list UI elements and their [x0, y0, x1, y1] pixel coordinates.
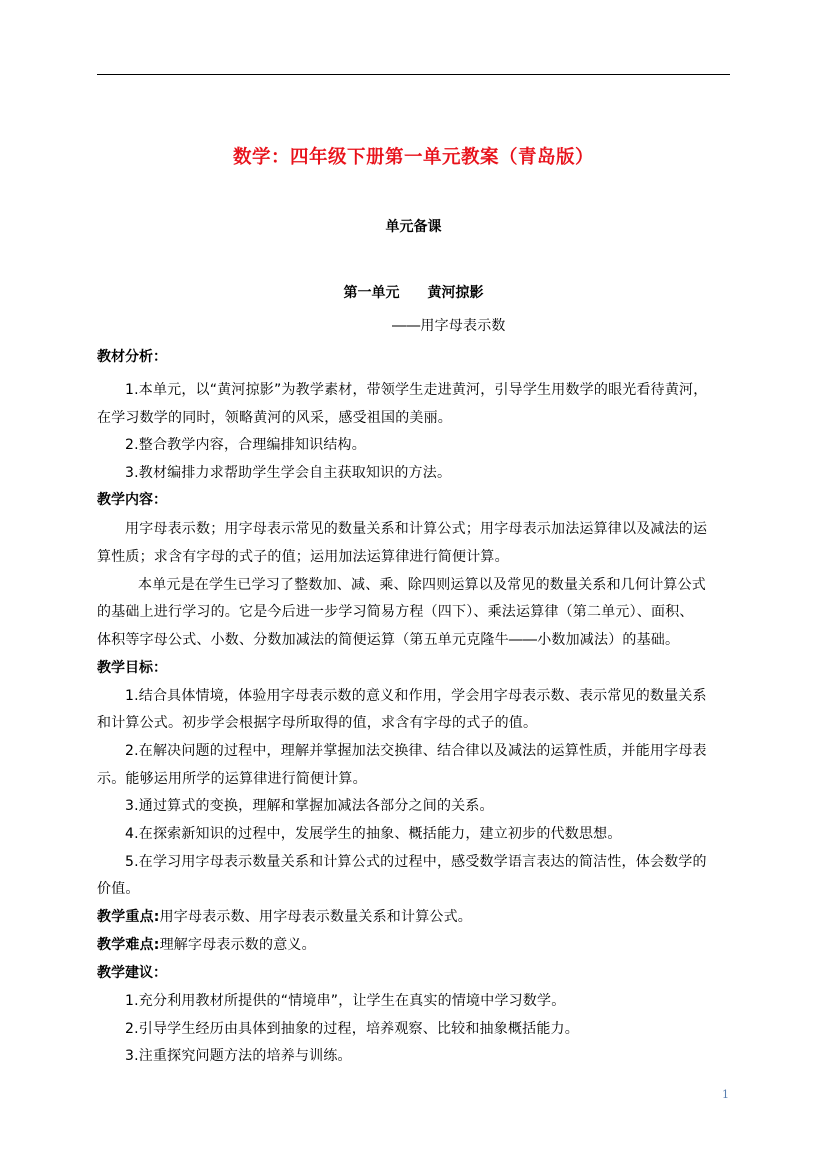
section-heading: 单元备课: [385, 219, 442, 235]
suggest-line: 3.注重探究问题方法的培养与训练。: [125, 1048, 352, 1064]
goal-line: 4.在探索新知识的过程中，发展学生的抽象、概括能力，建立初步的代数思想。: [125, 826, 622, 842]
unit-subtitle: ――用字母表示数: [392, 318, 506, 334]
suggest-line: 2.引导学生经历由具体到抽象的过程，培养观察、比较和抽象概括能力。: [125, 1021, 579, 1037]
key-point-label: 教学重点:: [97, 909, 160, 925]
difficult-point-label: 教学难点:: [97, 937, 160, 953]
header-rule: [97, 74, 730, 75]
goal-line: 3.通过算式的变换，理解和掌握加减法各部分之间的关系。: [125, 798, 494, 814]
goal-line: 价值。: [97, 881, 140, 897]
content-line: 算性质；求含有字母的式子的值；运用加法运算律进行简便计算。: [97, 549, 509, 565]
suggest-line: 1.充分利用教材所提供的“情境串”，让学生在真实的情境中学习数学。: [125, 993, 566, 1009]
content-heading: 教学内容：: [97, 492, 167, 508]
difficult-point-text: 理解字母表示数的意义。: [159, 937, 316, 953]
goal-line: 1.结合具体情境，体验用字母表示数的意义和作用，学会用字母表示数、表示常见的数量关系: [125, 688, 707, 704]
key-point: [97, 906, 472, 926]
document-title: 数学：四年级下册第一单元教案（青岛版）: [232, 147, 594, 168]
goal-line: 2.在解决问题的过程中，理解并掌握加法交换律、结合律以及减法的运算性质，并能用字母表: [125, 743, 707, 759]
content-line: 本单元是在学生已学习了整数加、减、乘、除四则运算以及常见的数量关系和几何计算公式: [138, 577, 706, 593]
analysis-line: 1.本单元，以“黄河掠影”为教学素材，带领学生走进黄河，引导学生用数学的眼光看待黄河，: [125, 382, 708, 398]
goal-line: 和计算公式。初步学会根据字母所取得的值，求含有字母的式子的值。: [97, 715, 538, 731]
difficult-point: [97, 934, 316, 954]
content-line: 用字母表示数；用字母表示常见的数量关系和计算公式；用字母表示加法运算律以及减法的运: [125, 521, 708, 537]
page-number: 1: [722, 1088, 729, 1101]
goals-heading: 教学目标：: [97, 660, 167, 676]
goal-line: 示。能够运用所学的运算律进行简便计算。: [97, 771, 367, 787]
content-line: 的基础上进行学习的。它是今后进一步学习简易方程（四下）、乘法运算律（第二单元）、面积、: [97, 604, 694, 620]
analysis-line: 3.教材编排力求帮助学生学会自主获取知识的方法。: [125, 465, 452, 481]
analysis-line: 在学习数学的同时，领略黄河的风采，感受祖国的美丽。: [97, 410, 452, 426]
analysis-line: 2.整合教学内容，合理编排知识结构。: [125, 437, 366, 453]
key-point-text: 用字母表示数、用字母表示数量关系和计算公式。: [159, 909, 473, 925]
analysis-heading: 教材分析：: [97, 349, 167, 365]
unit-title: 第一单元 黄河掠影: [343, 285, 484, 301]
suggest-heading: 教学建议：: [97, 965, 167, 981]
content-line: 体积等字母公式、小数、分数加减法的简便运算（第五单元克隆牛――小数加减法）的基础。: [97, 632, 680, 648]
goal-line: 5.在学习用字母表示数量关系和计算公式的过程中，感受数学语言表达的简洁性，体会数学的: [125, 854, 707, 870]
